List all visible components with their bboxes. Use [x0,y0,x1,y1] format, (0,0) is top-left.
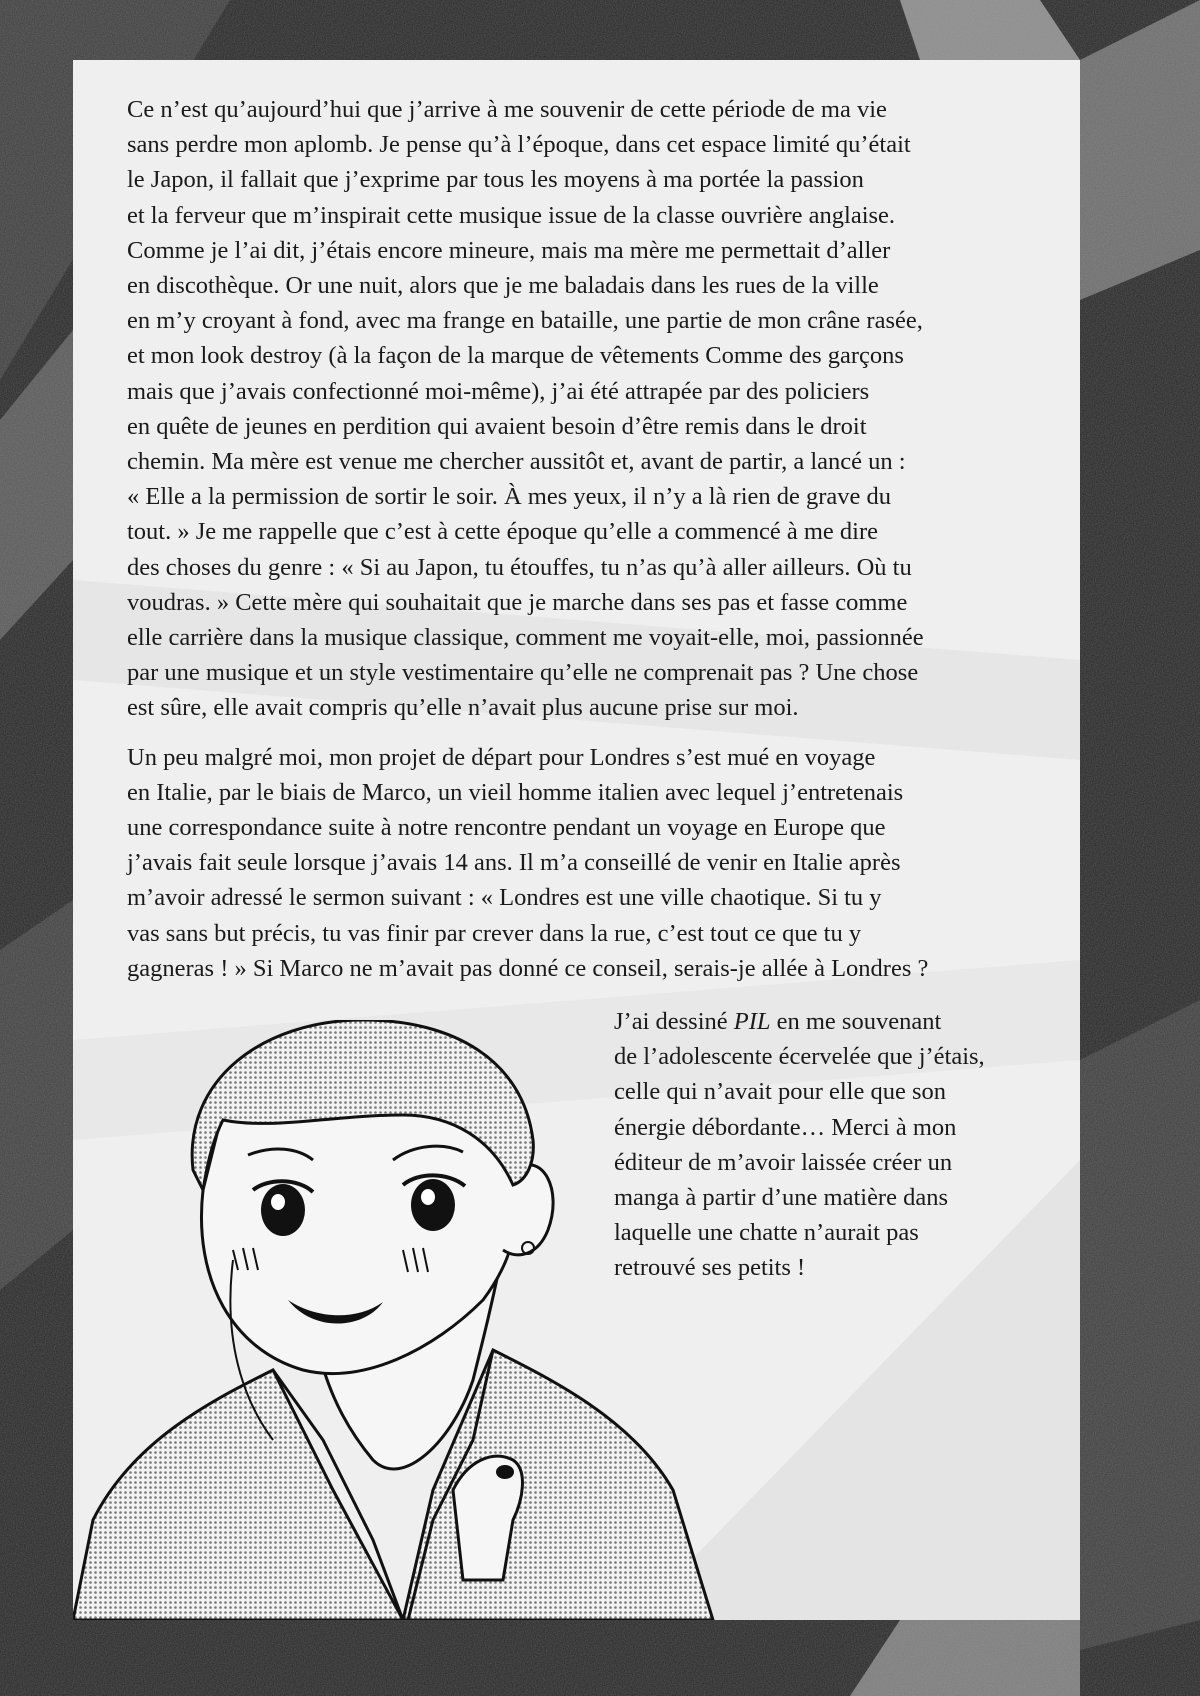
text-line: tout. » Je me rappelle que c’est à cette époque qu’elle a commencé à me dire [127,518,878,546]
text-line: laquelle une chatte n’aurait pas [614,1219,919,1247]
text-line: en m’y croyant à fond, avec ma frange en bataille, une partie de mon crâne rasée, [127,307,923,335]
text-line: j’avais fait seule lorsque j’avais 14 ans. Il m’a conseillé de venir en Italie après [127,849,901,877]
text-line: m’avoir adressé le sermon suivant : « Londres est une ville chaotique. Si tu y [127,884,882,912]
text-line: le Japon, il fallait que j’exprime par tous les moyens à ma portée la passion [127,166,864,194]
text-line: Ce n’est qu’aujourd’hui que j’arrive à me souvenir de cette période de ma vie [127,96,887,123]
text-line: et mon look destroy (à la façon de la marque de vêtements Comme des garçons [127,342,904,370]
text-line: sans perdre mon aplomb. Je pense qu’à l’époque, dans cet espace limité qu’était [127,131,911,159]
text-line: des choses du genre : « Si au Japon, tu étouffes, tu n’as qu’à aller ailleurs. Où tu [127,553,912,581]
text-line: retrouvé ses petits ! [614,1254,806,1282]
text-line: et la ferveur que m’inspirait cette musique issue de la classe ouvrière anglaise. [127,201,896,229]
manga-girl-illustration [73,1020,753,1620]
text-line: en discothèque. Or une nuit, alors que je me baladais dans les rues de la ville [127,272,879,300]
text-line: Un peu malgré moi, mon projet de départ pour Londres s’est mué en voyage [127,743,876,771]
text-line: énergie débordante… Merci à mon [614,1113,957,1141]
text-line: elle carrière dans la musique classique, comment me voyait-elle, moi, passionnée [127,624,924,652]
text-fragment: en me souvenant [770,1008,942,1035]
paragraph-1 [127,92,1032,726]
text-line: une correspondance suite à notre rencontre pendant un voyage en Europe que [127,814,886,842]
text-line: « Elle a la permission de sortir le soir. À mes yeux, il n’y a là rien de grave du [127,483,892,511]
text-line: manga à partir d’une matière dans [614,1184,949,1212]
text-line: Comme je l’ai dit, j’étais encore mineure, mais ma mère me permettait d’aller [127,236,891,264]
text-line: en Italie, par le biais de Marco, un vieil homme italien avec lequel j’entretenais [127,778,904,806]
text-line: celle qui n’avait pour elle que son [614,1078,946,1106]
manga-title: PIL [733,1008,771,1035]
text-line: par une musique et un style vestimentaire qu’elle ne comprenait pas ? Une chose [127,659,919,687]
body-text [127,92,1032,986]
text-line: mais que j’avais confectionné moi-même), j’ai été attrapée par des policiers [127,377,870,405]
text-line: en quête de jeunes en perdition qui avaient besoin d’être remis dans le droit [127,412,867,440]
text-line: éditeur de m’avoir laissée créer un [614,1148,953,1176]
text-line: est sûre, elle avait compris qu’elle n’avait plus aucune prise sur moi. [127,694,799,722]
text-line: vas sans but précis, tu vas finir par crever dans la rue, c’est tout ce que tu y [127,919,862,947]
text-line: chemin. Ma mère est venue me chercher aussitôt et, avant de partir, a lancé un : [127,448,906,476]
text-line: de l’adolescente écervelée que j’étais, [614,1043,985,1071]
paragraph-2 [127,740,1032,986]
text-line: voudras. » Cette mère qui souhaitait que je marche dans ses pas et fasse comme [127,588,908,616]
text-fragment: J’ai dessiné [614,1008,734,1035]
text-line: gagneras ! » Si Marco ne m’avait pas donné ce conseil, serais-je allée à Londres ? [127,954,929,982]
